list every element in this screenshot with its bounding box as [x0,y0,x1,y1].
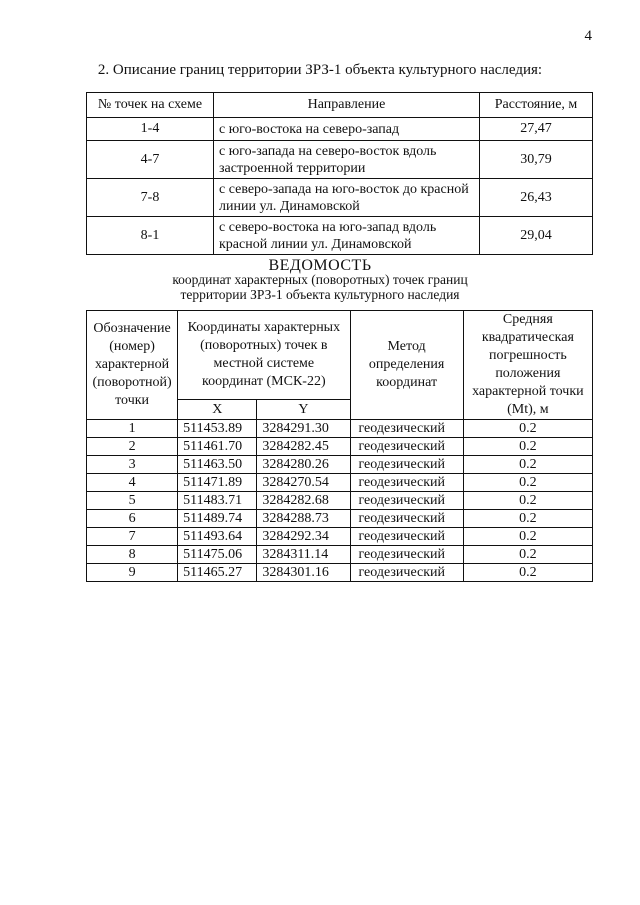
table-row [87,179,593,217]
table-row [87,420,593,438]
error-cell: 0.2 [463,546,592,564]
error-cell: 0.2 [463,420,592,438]
point-number-cell: 3 [87,456,178,474]
table-row [87,438,593,456]
column-header-x: X [178,400,257,420]
method-cell: геодезический [350,492,463,510]
method-cell: геодезический [350,438,463,456]
table-row [87,141,593,179]
error-cell: 0.2 [463,456,592,474]
column-header-direction: Направление [214,93,480,118]
y-coordinate-cell: 3284288.73 [257,510,350,528]
direction-cell: с юго-запада на северо-восток вдоль застроенной территории [214,141,480,179]
vedomost-subtitle-line2: территории ЗРЗ-1 объекта культурного наследия [180,287,460,302]
error-cell: 0.2 [463,474,592,492]
x-coordinate-cell: 511461.70 [178,438,257,456]
y-coordinate-cell: 3284282.45 [257,438,350,456]
table-row [87,564,593,582]
error-cell: 0.2 [463,510,592,528]
vedomost-heading: ВЕДОМОСТЬ [268,257,372,274]
column-header-points: № точек на схеме [87,93,214,118]
x-coordinate-cell: 511465.27 [178,564,257,582]
error-cell: 0.2 [463,528,592,546]
distance-cell: 26,43 [480,179,593,217]
point-number-cell: 5 [87,492,178,510]
distance-cell: 29,04 [480,217,593,255]
points-cell: 1-4 [87,118,214,141]
points-cell: 4-7 [87,141,214,179]
column-header-coordinates: Координаты характерных (поворотных) точек в местной системе координат (МСК-22) [178,311,350,400]
y-coordinate-cell: 3284291.30 [257,420,350,438]
y-coordinate-cell: 3284301.16 [257,564,350,582]
method-cell: геодезический [350,564,463,582]
distance-cell: 30,79 [480,141,593,179]
column-header-error: Средняя квадратическая погрешность положения характерной точки (Mt), м [463,311,592,420]
y-coordinate-cell: 3284292.34 [257,528,350,546]
y-coordinate-cell: 3284311.14 [257,546,350,564]
point-number-cell: 2 [87,438,178,456]
y-coordinate-cell: 3284282.68 [257,492,350,510]
table-row [87,217,593,255]
column-header-designation: Обозначение (номер) характерной (поворотной) точки [87,311,178,420]
method-cell: геодезический [350,546,463,564]
table-row [87,546,593,564]
point-number-cell: 6 [87,510,178,528]
section-title: 2. Описание границ территории ЗРЗ-1 объекта культурного наследия: [97,62,543,78]
table-header-row [87,311,593,400]
x-coordinate-cell: 511489.74 [178,510,257,528]
error-cell: 0.2 [463,438,592,456]
direction-cell: с северо-востока на юго-запад вдоль красной линии ул. Динамовской [214,217,480,255]
table-header-row [87,93,593,118]
x-coordinate-cell: 511463.50 [178,456,257,474]
x-coordinate-cell: 511475.06 [178,546,257,564]
method-cell: геодезический [350,510,463,528]
points-cell: 7-8 [87,179,214,217]
table-row [87,492,593,510]
point-number-cell: 4 [87,474,178,492]
direction-cell: с северо-запада на юго-восток до красной линии ул. Динамовской [214,179,480,217]
table-row [87,510,593,528]
coordinates-table [86,310,593,582]
table-row [87,456,593,474]
column-header-method: Метод определения координат [350,311,463,420]
boundary-description-table [86,92,593,255]
method-cell: геодезический [350,420,463,438]
page-number: 4 [584,28,592,44]
error-cell: 0.2 [463,492,592,510]
points-cell: 8-1 [87,217,214,255]
direction-cell: с юго-востока на северо-запад [214,118,480,141]
point-number-cell: 9 [87,564,178,582]
x-coordinate-cell: 511471.89 [178,474,257,492]
table-row [87,118,593,141]
table-row [87,528,593,546]
column-header-y: Y [257,400,350,420]
table-row [87,474,593,492]
point-number-cell: 7 [87,528,178,546]
y-coordinate-cell: 3284280.26 [257,456,350,474]
error-cell: 0.2 [463,564,592,582]
column-header-distance: Расстояние, м [480,93,593,118]
distance-cell: 27,47 [480,118,593,141]
point-number-cell: 8 [87,546,178,564]
point-number-cell: 1 [87,420,178,438]
y-coordinate-cell: 3284270.54 [257,474,350,492]
x-coordinate-cell: 511453.89 [178,420,257,438]
vedomost-subtitle-line1: координат характерных (поворотных) точек границ [172,272,468,287]
x-coordinate-cell: 511493.64 [178,528,257,546]
method-cell: геодезический [350,474,463,492]
x-coordinate-cell: 511483.71 [178,492,257,510]
method-cell: геодезический [350,456,463,474]
method-cell: геодезический [350,528,463,546]
